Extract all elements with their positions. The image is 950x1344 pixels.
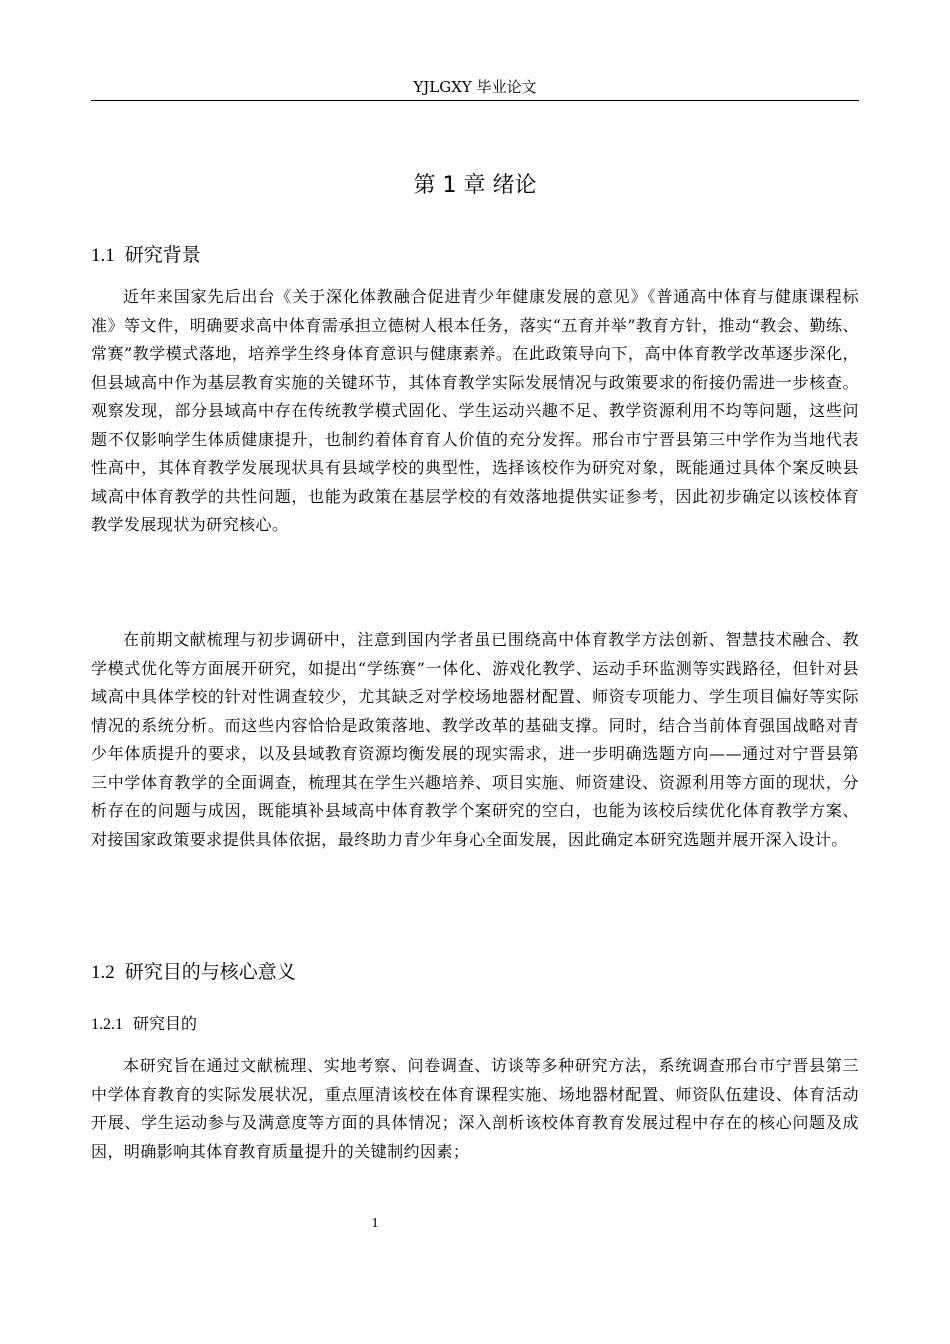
page-number: 1 [371, 1216, 379, 1231]
running-header: YJLGXY 毕业论文 [413, 78, 537, 96]
subsection-title: 研究目的 [133, 1014, 198, 1033]
subsection-number: 1.2.1 [91, 1016, 123, 1033]
header-rule [91, 100, 859, 101]
section-heading-1-1 [91, 243, 201, 268]
section-heading-1-2 [91, 960, 296, 985]
paragraph-background-1: 近年来国家先后出台《关于深化体教融合促进青少年健康发展的意见》《普通高中体育与健康课程标准》等文件，明确要求高中体育需承担立德树人根本任务，落实“五育并举”教育方针，推动“教会、勤练、常赛”教学模式落地，培养学生终身体育意识与健康素养。在此政策导向下，高中体育教学改革逐步深化，但县域高中作为基层教育实施的关键环节，其体育教学实际发展情况与政策要求的衔接仍需进一步核查。观察发现，部分县域高中存在传统教学模式固化、学生运动兴趣不足、教学资源利用不均等问题，这些问题不仅影响学生体质健康提升，也制约着体育育人价值的充分发挥。邢台市宁晋县第三中学作为当地代表性高中，其体育教学发展现状具有县域学校的典型性，选择该校作为研究对象，既能通过具体个案反映县域高中体育教学的共性问题，也能为政策在基层学校的有效落地提供实证参考，因此初步确定以该校体育教学发展现状为研究核心。 [91, 287, 859, 534]
subsection-heading-1-2-1 [91, 1014, 197, 1035]
section-title: 研究目的与核心意义 [124, 961, 296, 983]
section-title: 研究背景 [124, 244, 201, 266]
paragraph-background-2: 在前期文献梳理与初步调研中，注意到国内学者虽已围绕高中体育教学方法创新、智慧技术融合、教学模式优化等方面展开研究，如提出“学练赛”一体化、游戏化教学、运动手环监测等实践路径，但针对县域高中具体学校的针对性调查较少，尤其缺乏对学校场地器材配置、师资专项能力、学生项目偏好等实际情况的系统分析。而这些内容恰恰是政策落地、教学改革的基础支撑。同时，结合当前体育强国战略对青少年体质提升的要求，以及县域教育资源均衡发展的现实需求，进一步明确选题方向——通过对宁晋县第三中学体育教学的全面调查，梳理其在学生兴趣培养、项目实施、师资建设、资源利用等方面的现状，分析存在的问题与成因，既能填补县域高中体育教学个案研究的空白，也能为该校后续优化体育教学方案、对接国家政策要求提供具体依据，最终助力青少年身心全面发展，因此确定本研究选题并展开深入设计。 [91, 630, 859, 849]
section-number: 1.2 [91, 962, 115, 983]
paragraph-purpose-1: 本研究旨在通过文献梳理、实地考察、问卷调查、访谈等多种研究方法，系统调查邢台市宁晋县第三中学体育教育的实际发展状况，重点厘清该校在体育课程实施、场地器材配置、师资队伍建设、体育活动开展、学生运动参与及满意度等方面的具体情况；深入剖析该校体育教育发展过程中存在的核心问题及成因，明确影响其体育教育质量提升的关键制约因素； [91, 1056, 859, 1161]
chapter-title: 第 1 章 绪论 [413, 173, 537, 198]
section-number: 1.1 [91, 245, 115, 266]
